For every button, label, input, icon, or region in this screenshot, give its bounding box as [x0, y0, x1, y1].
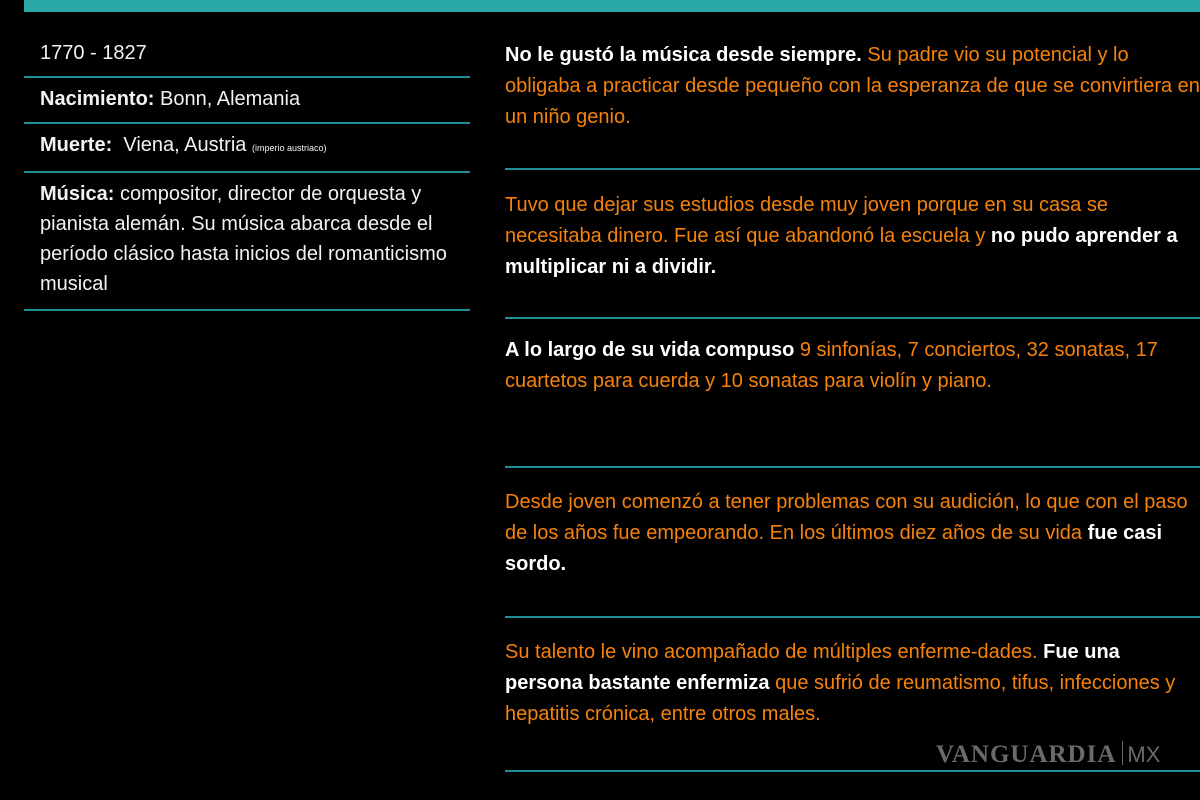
- profile-panel: [24, 30, 470, 311]
- logo-suffix: MX: [1127, 742, 1161, 767]
- fact-5-highlight: Fue una persona bastante enfermiza: [505, 641, 1120, 694]
- vanguardia-logo: [936, 741, 1160, 769]
- birth-value: Bonn, Alemania: [154, 88, 301, 110]
- header-bar: [24, 0, 1200, 12]
- fact-2: [505, 190, 1200, 283]
- divider: [505, 770, 1200, 772]
- fact-4: [505, 487, 1200, 580]
- divider: [505, 317, 1200, 319]
- fact-4-highlight: fue casi sordo.: [505, 522, 1163, 575]
- music-row: [24, 173, 470, 311]
- divider: [505, 168, 1200, 170]
- logo-separator: [1122, 741, 1123, 765]
- fact-5-text: Su talento le vino acompañado de múltiples enferme-dades.: [505, 641, 1044, 663]
- fact-3-highlight: A lo largo de su vida compuso: [505, 339, 795, 361]
- death-note: (imperio austriaco): [251, 143, 327, 153]
- lifespan: [24, 30, 470, 78]
- years-text: 1770 - 1827: [40, 42, 147, 64]
- music-value: compositor, director de orquesta y pianista alemán. Su música abarca desde el período clásico hasta inicios del romanticismo musical: [40, 183, 447, 295]
- birth-row: [24, 78, 470, 124]
- fact-2-highlight: no pudo aprender a multiplicar ni a dividir.: [505, 225, 1178, 278]
- death-label: Muerte:: [40, 134, 113, 156]
- death-value: Viena, Austria: [112, 134, 252, 156]
- music-label: Música:: [40, 183, 115, 205]
- logo-brand: VANGUARDIA: [936, 741, 1117, 768]
- fact-3-text: 9 sinfonías, 7 conciertos, 32 sonatas, 17 cuartetos para cuerda y 10 sonatas para violín y piano.: [505, 339, 1158, 392]
- birth-label: Nacimiento:: [40, 88, 155, 110]
- fact-3: [505, 335, 1200, 397]
- fact-5: [505, 637, 1200, 730]
- fact-2-text: Tuvo que dejar sus estudios desde muy joven porque en su casa se necesitaba dinero. Fue así que abandonó la escuela y: [505, 194, 1108, 247]
- fact-4-text: Desde joven comenzó a tener problemas con su audición, lo que con el paso de los años fue empeorando. En los últimos diez años de su vida: [505, 491, 1188, 544]
- divider: [505, 616, 1200, 618]
- fact-1: [505, 40, 1200, 133]
- fact-5-text-end: que sufrió de reumatismo, tifus, infecciones y hepatitis crónica, entre otros males.: [505, 672, 1176, 725]
- divider: [505, 466, 1200, 468]
- fact-1-text: Su padre vio su potencial y lo obligaba a practicar desde pequeño con la esperanza de que se convirtiera en un niño genio.: [505, 44, 1200, 128]
- fact-1-highlight: No le gustó la música desde siempre.: [505, 44, 862, 66]
- death-row: [24, 124, 470, 173]
